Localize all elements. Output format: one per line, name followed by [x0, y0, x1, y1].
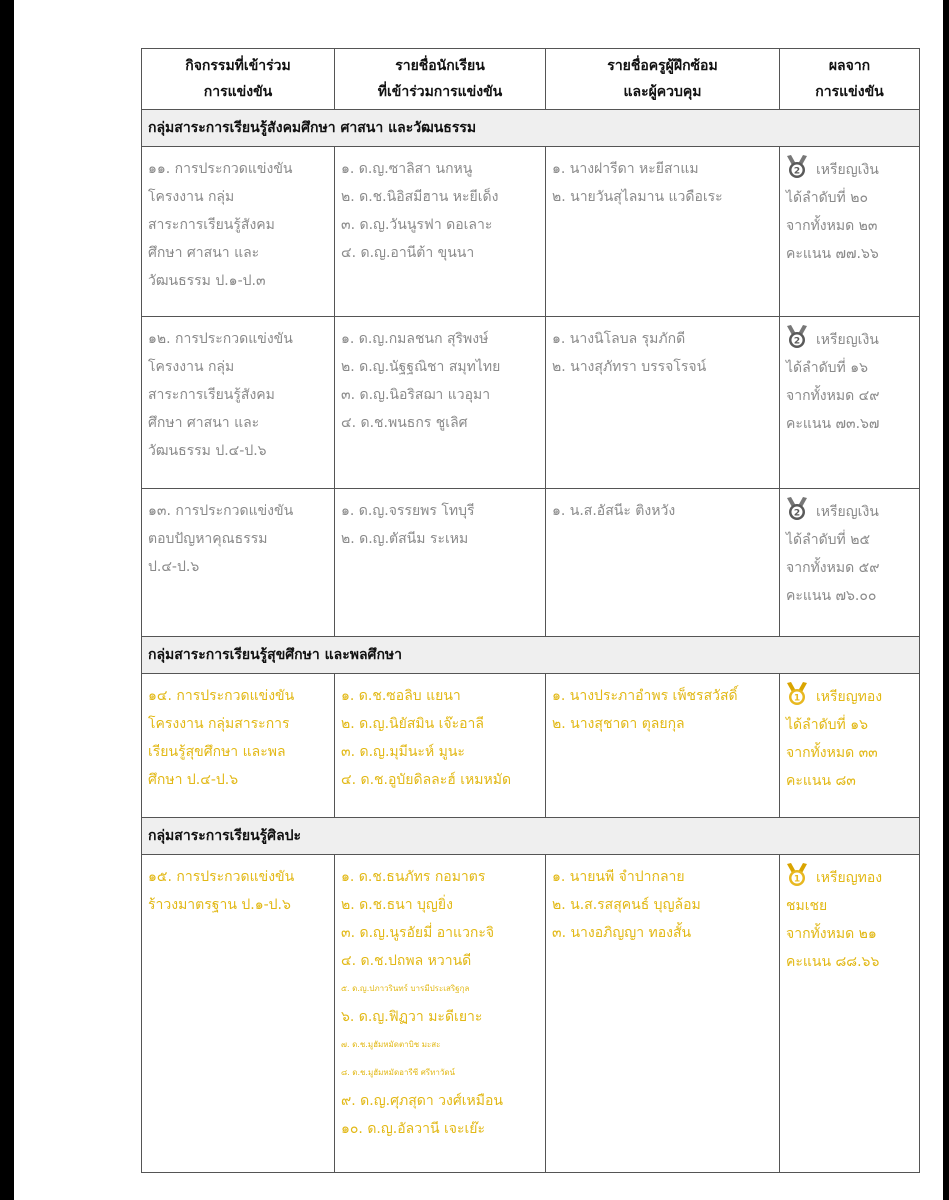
cell-line: ๑๐. ด.ญ.อัลวานี เจะเย๊ะ [341, 1121, 485, 1137]
result-line: คะแนน ๗๖.๐๐ [786, 588, 877, 604]
students-cell [335, 855, 545, 1149]
svg-text:1: 1 [793, 874, 801, 885]
header-result [780, 49, 920, 110]
cell-line: ๓. ด.ญ.นิอริสฌา แวอุมา [341, 387, 491, 403]
activity-cell [142, 855, 334, 925]
cell-line: ๑. นางนิโลบล รุมภักดี [552, 331, 686, 347]
cell-line: ๒. นายวันสุไลมาน แวดือเระ [552, 189, 723, 205]
header-activity-line-1: กิจกรรมที่เข้าร่วม [185, 58, 291, 74]
header-activity-line-2: การแข่งขัน [203, 84, 273, 100]
medal-label: เหรียญเงิน [816, 504, 879, 520]
cell-line: ๑. นายนพี จำปากลาย [552, 869, 685, 885]
activity-cell [142, 317, 334, 471]
group-title: กลุ่มสาระการเรียนรู้สุขศึกษา และพลศึกษา [142, 637, 920, 674]
competition-results-table [141, 48, 920, 1173]
students-cell [335, 317, 545, 443]
cell-line: ศึกษา ศาสนา และ [148, 245, 260, 261]
table-row [142, 674, 920, 818]
cell-line: ๒. ด.ญ.นิยัสมิน เจ๊ะอาลี [341, 716, 484, 732]
cell-line: ป.๔-ป.๖ [148, 559, 200, 575]
cell-line: ๑. ด.ช.ซอลิบ แยนา [341, 688, 461, 704]
left-screen-edge [0, 0, 14, 1200]
activity-cell [142, 489, 334, 587]
cell-line: ๓. ด.ญ.มุมีนะห์ มูนะ [341, 744, 465, 760]
cell-line: ๙. ด.ญ.ศุภสุดา วงศ์เหมือน [341, 1093, 503, 1109]
header-activity [142, 49, 335, 110]
result-line: ชมเชย [786, 898, 828, 914]
teachers-cell [546, 674, 779, 744]
gold-medal-icon [786, 682, 808, 706]
result-cell [780, 674, 919, 801]
header-row [142, 49, 920, 110]
right-screen-edge [943, 0, 949, 1200]
table-row [142, 489, 920, 637]
cell-line: ๒. นางสุภัทรา บรรจโรจน์ [552, 359, 707, 375]
cell-line: ๔. ด.ช.อูบัยดิลละฮ์ เหมหมัด [341, 772, 512, 788]
header-teachers-line-1: รายชื่อครูผู้ฝึกซ้อม [607, 58, 718, 74]
cell-line: ๑๔. การประกวดแข่งขัน [148, 688, 295, 704]
group-title: กลุ่มสาระการเรียนรู้ศิลปะ [142, 818, 920, 855]
teachers-cell [546, 489, 779, 531]
table-row [142, 317, 920, 489]
cell-line: ตอบปัญหาคุณธรรม [148, 531, 268, 547]
cell-line: โครงงาน กลุ่ม [148, 359, 235, 375]
cell-line: ๑. นางฝารีดา หะยีสาแม [552, 161, 699, 177]
cell-line: ๑๕. การประกวดแข่งขัน [148, 869, 295, 885]
medal-line [786, 863, 913, 892]
cell-line: สาระการเรียนรู้สังคม [148, 217, 275, 233]
result-line: จากทั้งหมด ๔๙ [786, 388, 880, 404]
result-line: ได้ลำดับที่ ๒๐ [786, 190, 869, 206]
result-line: ได้ลำดับที่ ๑๖ [786, 717, 869, 733]
cell-line: ๒. น.ส.รสสุคนธ์ บุญล้อม [552, 897, 701, 913]
result-line: จากทั้งหมด ๒๓ [786, 218, 878, 234]
cell-line: ๑. นางประภาอำพร เพ็ชรสวัสดิ์ [552, 688, 738, 704]
table-row [142, 147, 920, 317]
result-line: คะแนน ๘๘.๖๖ [786, 954, 880, 970]
medal-label: เหรียญทอง [816, 870, 883, 886]
header-students-line-1: รายชื่อนักเรียน [395, 58, 485, 74]
medal-line [786, 497, 913, 526]
silver-medal-icon [786, 325, 808, 349]
cell-line: ๑. ด.ญ.จรรยพร โทบุรี [341, 503, 475, 519]
cell-line: ๔. ด.ญ.อานีต้า ขุนนา [341, 245, 475, 261]
cell-line: ๑. ด.ญ.กมลชนก สุริพงษ์ [341, 331, 489, 347]
cell-line: โครงงาน กลุ่ม [148, 189, 235, 205]
cell-line: ๒. ด.ช.ธนา บุญยิ่ง [341, 897, 453, 913]
medal-label: เหรียญเงิน [816, 162, 879, 178]
medal-label: เหรียญเงิน [816, 332, 879, 348]
result-line: จากทั้งหมด ๕๙ [786, 560, 880, 576]
cell-line: ๓. นางอภิญญา ทองสั้น [552, 925, 692, 941]
result-cell [780, 489, 919, 616]
result-line: คะแนน ๗๓.๖๗ [786, 416, 880, 432]
header-students [335, 49, 546, 110]
silver-medal-icon [786, 497, 808, 521]
cell-line: ๑. น.ส.อัสนีะ ติงหวัง [552, 503, 676, 519]
cell-line: โครงงาน กลุ่มสาระการ [148, 716, 290, 732]
cell-line: ๓. ด.ญ.วันนูรฟา ดอเลาะ [341, 217, 493, 233]
teachers-cell [546, 855, 779, 953]
activity-cell [142, 147, 334, 301]
cell-line: ๖. ด.ญ.ฟิฏวา มะดีเยาะ [341, 1009, 483, 1025]
header-students-line-2: ที่เข้าร่วมการแข่งขัน [377, 84, 503, 100]
cell-line: วัฒนธรรม ป.๑-ป.๓ [148, 273, 266, 289]
medal-line [786, 682, 913, 711]
svg-text:2: 2 [793, 336, 801, 347]
cell-line: ๘. ด.ช.มูฮัมหมัดอารีซี ศรีทาวัดน์ [341, 1068, 456, 1077]
medal-label: เหรียญทอง [816, 689, 883, 705]
result-line: ได้ลำดับที่ ๑๖ [786, 360, 869, 376]
table-row [142, 855, 920, 1173]
result-line: คะแนน ๗๗.๖๖ [786, 246, 879, 262]
svg-text:2: 2 [793, 166, 801, 177]
cell-line: ๑๑. การประกวดแข่งขัน [148, 161, 293, 177]
students-cell [335, 674, 545, 800]
cell-line: ๑๒. การประกวดแข่งขัน [148, 331, 293, 347]
students-cell [335, 147, 545, 273]
group-header-arts [142, 818, 920, 855]
cell-line: ๔. ด.ช.พนธกร ชูเลิศ [341, 415, 468, 431]
result-cell [780, 855, 919, 982]
group-header-social-studies [142, 110, 920, 147]
cell-line: ๑. ด.ญ.ซาลิสา นกหนู [341, 161, 473, 177]
result-cell [780, 317, 919, 444]
silver-medal-icon [786, 155, 808, 179]
header-teachers-line-2: และผู้ควบคุม [623, 84, 702, 100]
cell-line: สาระการเรียนรู้สังคม [148, 387, 275, 403]
cell-line: ๑๓. การประกวดแข่งขัน [148, 503, 294, 519]
svg-text:1: 1 [793, 693, 801, 704]
result-line: จากทั้งหมด ๓๓ [786, 745, 878, 761]
cell-line: ๒. ด.ช.นิอิสมีฮาน หะยีเด็ง [341, 189, 499, 205]
cell-line: ศึกษา ป.๔-ป.๖ [148, 772, 239, 788]
students-cell [335, 489, 545, 559]
result-line: จากทั้งหมด ๒๑ [786, 926, 877, 942]
cell-line: ๗. ด.ช.มูฮัมหมัดตาบิช มะสะ [341, 1040, 441, 1049]
cell-line: ๓. ด.ญ.นูรอัยมี่ อาแวกะจิ [341, 925, 495, 941]
header-result-line-2: การแข่งขัน [815, 84, 884, 100]
header-teachers [546, 49, 780, 110]
result-line: ได้ลำดับที่ ๒๕ [786, 532, 871, 548]
cell-line: ๔. ด.ช.ปถพล หวานดี [341, 953, 472, 969]
cell-line: ๒. นางสุชาดา ตุลยกุล [552, 716, 685, 732]
result-cell [780, 147, 919, 274]
cell-line: เรียนรู้สุขศึกษา และพล [148, 744, 286, 760]
cell-line: ๒. ด.ญ.ตัสนีม ระเหม [341, 531, 469, 547]
medal-line [786, 155, 913, 184]
cell-line: ๒. ด.ญ.นัฐฐณิชา สมุทไทย [341, 359, 501, 375]
teachers-cell [546, 317, 779, 387]
cell-line: ๑. ด.ช.ธนภัทร กอมาตร [341, 869, 486, 885]
group-header-health-pe [142, 637, 920, 674]
activity-cell [142, 674, 334, 800]
header-result-line-1: ผลจาก [828, 58, 871, 74]
cell-line: ๕. ด.ญ.ปภาวรินทร์ บารมีประเสริฐกุล [341, 984, 470, 993]
group-title: กลุ่มสาระการเรียนรู้สังคมศึกษา ศาสนา และวัฒนธรรม [142, 110, 920, 147]
cell-line: วัฒนธรรม ป.๔-ป.๖ [148, 443, 267, 459]
result-line: คะแนน ๘๓ [786, 773, 856, 789]
teachers-cell [546, 147, 779, 217]
svg-text:2: 2 [793, 508, 801, 519]
medal-line [786, 325, 913, 354]
gold-medal-icon [786, 863, 808, 887]
cell-line: ร้าวงมาตรฐาน ป.๑-ป.๖ [148, 897, 291, 913]
cell-line: ศึกษา ศาสนา และ [148, 415, 260, 431]
